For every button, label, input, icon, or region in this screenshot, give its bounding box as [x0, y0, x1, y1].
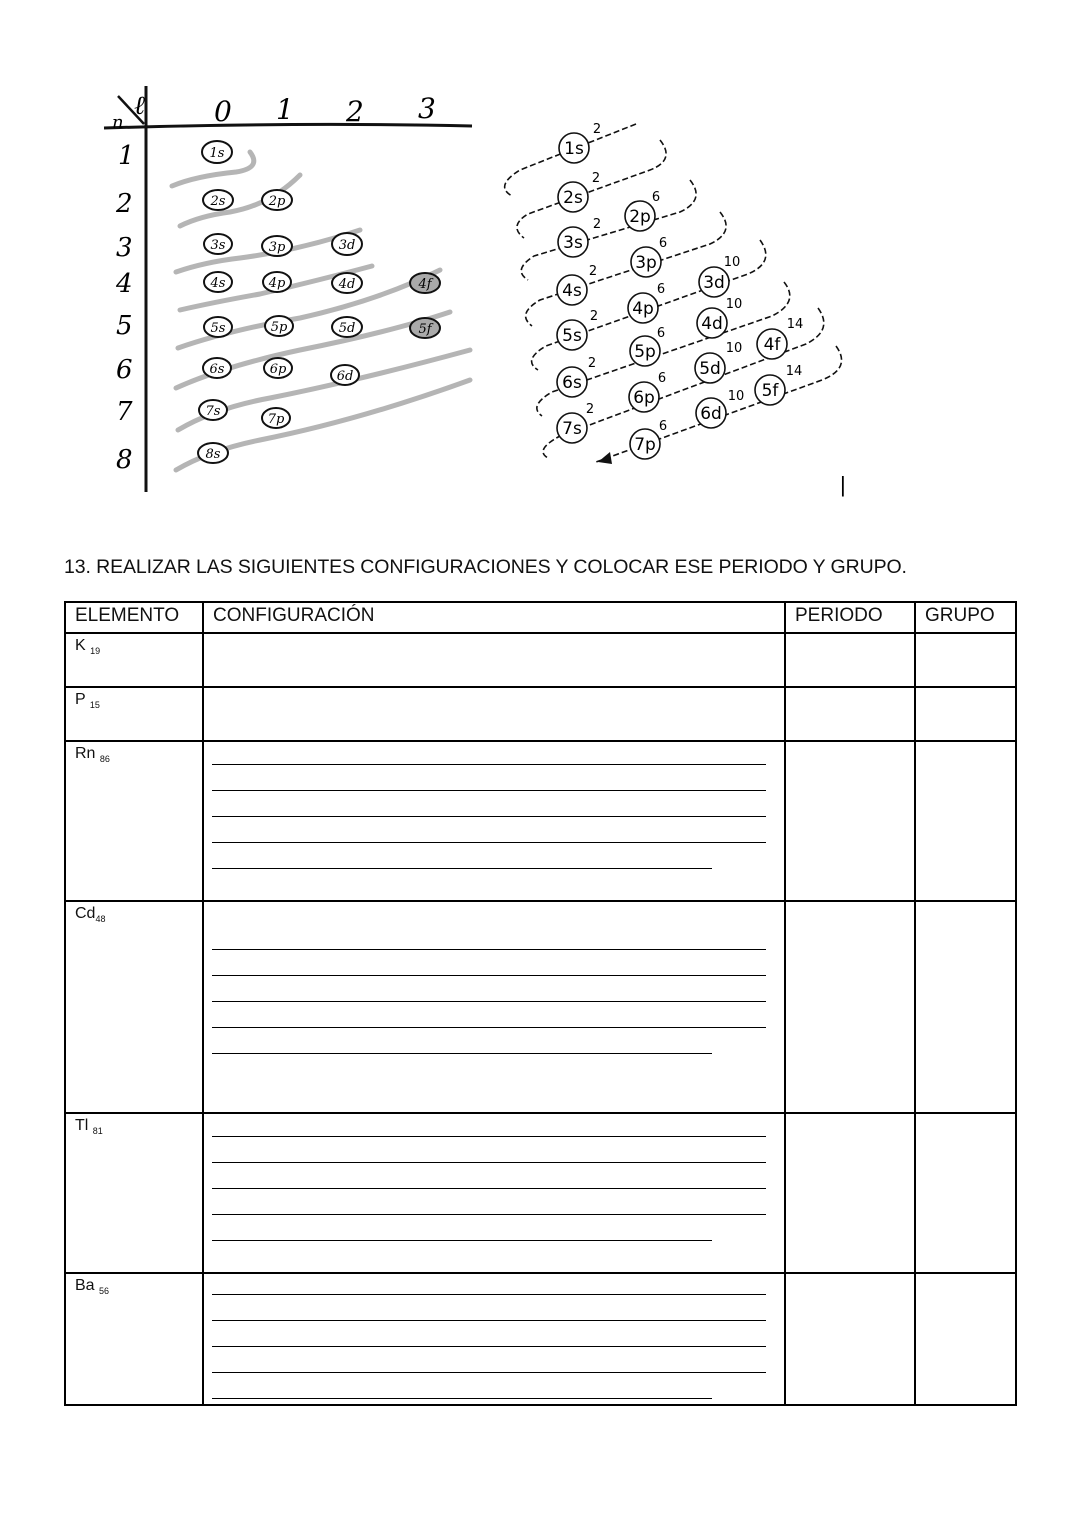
orbital-5d	[332, 317, 362, 337]
answer-line[interactable]	[212, 764, 766, 765]
grupo-cell[interactable]	[915, 741, 1016, 901]
orbital-4f	[410, 273, 440, 293]
configuracion-cell[interactable]	[203, 901, 785, 1113]
svg-text:6d: 6d	[700, 404, 722, 424]
header-periodo: PERIODO	[785, 602, 915, 633]
answer-line[interactable]	[212, 1027, 766, 1028]
orbital-5f	[410, 318, 440, 338]
l-value: 3	[418, 92, 436, 125]
grupo-cell[interactable]	[915, 1273, 1016, 1405]
orbital-6p	[264, 358, 292, 378]
header-elemento: ELEMENTO	[65, 602, 203, 633]
answer-line[interactable]	[212, 1162, 766, 1163]
answer-line[interactable]	[212, 1214, 766, 1215]
element-symbol: Cd	[75, 905, 96, 922]
orbital-6d	[696, 389, 744, 428]
right-orbital-diagram	[505, 122, 842, 464]
n-value: 8	[116, 445, 133, 475]
header-grupo: GRUPO	[915, 602, 1016, 633]
orbital-7s	[557, 402, 594, 443]
l-value: 1	[276, 93, 294, 126]
svg-text:4f: 4f	[418, 277, 432, 292]
element-cell	[65, 1113, 203, 1273]
orbital-4d	[697, 297, 742, 338]
configuracion-cell[interactable]	[203, 633, 785, 687]
element-cell	[65, 687, 203, 741]
svg-text:2p: 2p	[629, 207, 651, 227]
svg-text:6: 6	[658, 236, 668, 251]
svg-text:6: 6	[651, 190, 661, 205]
grupo-cell[interactable]	[915, 1113, 1016, 1273]
n-value: 5	[116, 311, 133, 341]
answer-line[interactable]	[212, 1398, 712, 1399]
element-symbol: Ba	[75, 1277, 95, 1294]
configuracion-cell[interactable]	[203, 1273, 785, 1405]
atomic-number: 86	[99, 754, 110, 764]
table-row	[65, 687, 1016, 741]
configuracion-cell[interactable]	[203, 741, 785, 901]
atomic-number: 81	[92, 1126, 103, 1136]
svg-text:4p: 4p	[632, 299, 654, 319]
orbital-4d	[332, 273, 362, 293]
arrow-head	[598, 452, 612, 464]
svg-text:10: 10	[725, 297, 743, 312]
n-value: 6	[116, 355, 133, 385]
orbital-6s	[203, 358, 231, 378]
svg-text:7s: 7s	[205, 404, 221, 419]
table-row	[65, 901, 1016, 1113]
n-value: 1	[118, 141, 135, 171]
orbital-2p	[262, 190, 292, 210]
svg-text:6d: 6d	[336, 369, 354, 384]
answer-line[interactable]	[212, 868, 712, 869]
svg-text:2s: 2s	[563, 188, 583, 208]
svg-text:4f: 4f	[763, 335, 781, 355]
orbital-4s	[557, 264, 597, 305]
svg-text:6p: 6p	[633, 388, 655, 408]
orbital-1s	[202, 141, 232, 163]
answer-line[interactable]	[212, 1240, 712, 1241]
orbital-3s	[204, 234, 232, 254]
axis-n-label: n	[112, 112, 124, 133]
orbital-7s	[199, 400, 227, 420]
answer-line[interactable]	[212, 975, 766, 976]
svg-text:6: 6	[657, 371, 667, 386]
svg-text:6p: 6p	[269, 362, 287, 377]
svg-text:5f: 5f	[418, 322, 432, 337]
element-cell	[65, 741, 203, 901]
table-row	[65, 1113, 1016, 1273]
svg-text:5f: 5f	[761, 381, 779, 401]
svg-text:6: 6	[656, 282, 666, 297]
svg-text:2: 2	[591, 171, 601, 186]
orbital-6p	[629, 371, 666, 412]
svg-text:6s: 6s	[562, 373, 582, 393]
svg-text:14: 14	[785, 364, 803, 379]
l-value: 2	[346, 95, 364, 128]
question-text: 13. REALIZAR LAS SIGUIENTES CONFIGURACIONES Y COLOCAR ESE PERIODO Y GRUPO.	[64, 556, 907, 578]
configuracion-cell[interactable]	[203, 1113, 785, 1273]
svg-text:2: 2	[585, 402, 595, 417]
right-orbitals	[557, 122, 803, 459]
table-row	[65, 633, 1016, 687]
orbital-3d	[699, 255, 740, 297]
n-value: 7	[116, 397, 133, 427]
svg-text:6s: 6s	[209, 362, 225, 377]
n-values	[115, 141, 135, 475]
grupo-cell[interactable]	[915, 687, 1016, 741]
svg-text:14: 14	[786, 317, 804, 332]
periodo-cell[interactable]	[785, 741, 915, 901]
periodo-cell[interactable]	[785, 633, 915, 687]
periodo-cell[interactable]	[785, 901, 915, 1113]
svg-text:4s: 4s	[210, 276, 226, 291]
answer-line[interactable]	[212, 790, 766, 791]
svg-text:1s: 1s	[564, 139, 584, 159]
orbital-3p	[262, 236, 292, 256]
header-configuracion: CONFIGURACIÓN	[203, 602, 785, 633]
svg-text:4s: 4s	[562, 281, 582, 301]
answer-line[interactable]	[212, 1346, 766, 1347]
periodo-cell[interactable]	[785, 1273, 915, 1405]
orbital-6d	[331, 365, 359, 385]
orbital-5f	[755, 364, 802, 405]
svg-text:10: 10	[727, 389, 745, 404]
svg-text:10: 10	[725, 341, 743, 356]
orbital-1s	[559, 122, 601, 163]
svg-text:7p: 7p	[634, 435, 656, 455]
periodo-cell[interactable]	[785, 1113, 915, 1273]
orbital-2s	[558, 171, 600, 212]
svg-text:10: 10	[723, 255, 741, 270]
orbital-5p	[265, 316, 293, 336]
n-value: 2	[116, 189, 133, 219]
svg-text:3d: 3d	[338, 238, 356, 253]
configuration-table	[64, 601, 1017, 1406]
periodo-cell[interactable]	[785, 687, 915, 741]
atomic-number: 48	[95, 914, 106, 924]
orbital-7p	[630, 419, 667, 459]
n-value: 3	[116, 233, 133, 263]
answer-line[interactable]	[212, 1001, 766, 1002]
svg-text:3d: 3d	[703, 273, 725, 293]
svg-text:4d: 4d	[338, 277, 356, 292]
svg-text:5d: 5d	[699, 359, 721, 379]
table-row	[65, 1273, 1016, 1405]
diagonal-lines	[505, 124, 842, 462]
orbital-5p	[630, 326, 665, 366]
orbital-3d	[332, 233, 362, 255]
svg-text:2s: 2s	[210, 194, 226, 209]
atomic-number: 56	[99, 1286, 110, 1296]
orbital-2p	[625, 190, 660, 231]
answer-line[interactable]	[212, 816, 766, 817]
answer-line[interactable]	[212, 1294, 766, 1295]
svg-text:3s: 3s	[563, 233, 583, 253]
element-symbol: Tl	[75, 1117, 89, 1134]
orbital-8s	[198, 443, 228, 463]
answer-line[interactable]	[212, 1320, 766, 1321]
element-cell	[65, 1273, 203, 1405]
svg-text:2: 2	[592, 217, 602, 232]
grupo-cell[interactable]	[915, 633, 1016, 687]
svg-text:1s: 1s	[209, 146, 225, 161]
svg-text:4d: 4d	[701, 314, 723, 334]
svg-text:5p: 5p	[270, 320, 288, 335]
svg-text:3p: 3p	[268, 240, 286, 255]
svg-text:2: 2	[587, 356, 597, 371]
atomic-number: 19	[90, 646, 101, 656]
element-symbol: K	[75, 637, 86, 654]
svg-text:5s: 5s	[562, 326, 582, 346]
svg-text:6: 6	[656, 326, 666, 341]
table-header-row	[65, 602, 1016, 633]
svg-text:6: 6	[658, 419, 668, 434]
atomic-number: 15	[89, 700, 100, 710]
svg-text:2: 2	[589, 309, 599, 324]
answer-line[interactable]	[212, 842, 766, 843]
answer-line[interactable]	[212, 1136, 766, 1137]
svg-text:2: 2	[592, 122, 602, 137]
orbital-5s	[204, 317, 232, 337]
svg-text:2p: 2p	[268, 194, 286, 209]
answer-line[interactable]	[212, 949, 766, 950]
svg-text:8s: 8s	[205, 447, 221, 462]
n-value: 4	[116, 269, 133, 299]
l-value: 0	[214, 95, 232, 128]
orbital-diagrams	[0, 0, 1080, 520]
svg-text:5s: 5s	[210, 321, 226, 336]
svg-text:7p: 7p	[267, 412, 285, 427]
left-orbitals	[198, 141, 440, 463]
table-row	[65, 741, 1016, 901]
l-values	[214, 92, 436, 128]
orbital-6s	[557, 356, 596, 397]
orbital-4p	[263, 272, 291, 292]
svg-text:2: 2	[588, 264, 598, 279]
orbital-4f	[757, 317, 803, 359]
element-symbol: P	[75, 691, 86, 708]
svg-text:5p: 5p	[634, 342, 656, 362]
element-symbol: Rn	[75, 745, 96, 762]
cursor-mark: |	[840, 472, 846, 497]
answer-line[interactable]	[212, 1188, 766, 1189]
svg-text:5d: 5d	[338, 321, 356, 336]
answer-line[interactable]	[212, 1372, 766, 1373]
axis-l-label: ℓ	[134, 91, 145, 121]
element-cell	[65, 633, 203, 687]
configuracion-cell[interactable]	[203, 687, 785, 741]
orbital-2s	[203, 190, 233, 210]
left-orbital-diagram	[104, 86, 472, 492]
orbital-4p	[628, 282, 665, 323]
svg-text:4p: 4p	[268, 276, 286, 291]
orbital-3p	[631, 236, 667, 277]
svg-text:7s: 7s	[562, 419, 582, 439]
element-cell	[65, 901, 203, 1113]
svg-text:3p: 3p	[635, 253, 657, 273]
orbital-7p	[262, 408, 290, 428]
answer-line[interactable]	[212, 1053, 712, 1054]
orbital-4s	[204, 272, 232, 292]
orbital-5d	[695, 341, 742, 383]
svg-text:3s: 3s	[210, 238, 226, 253]
grupo-cell[interactable]	[915, 901, 1016, 1113]
